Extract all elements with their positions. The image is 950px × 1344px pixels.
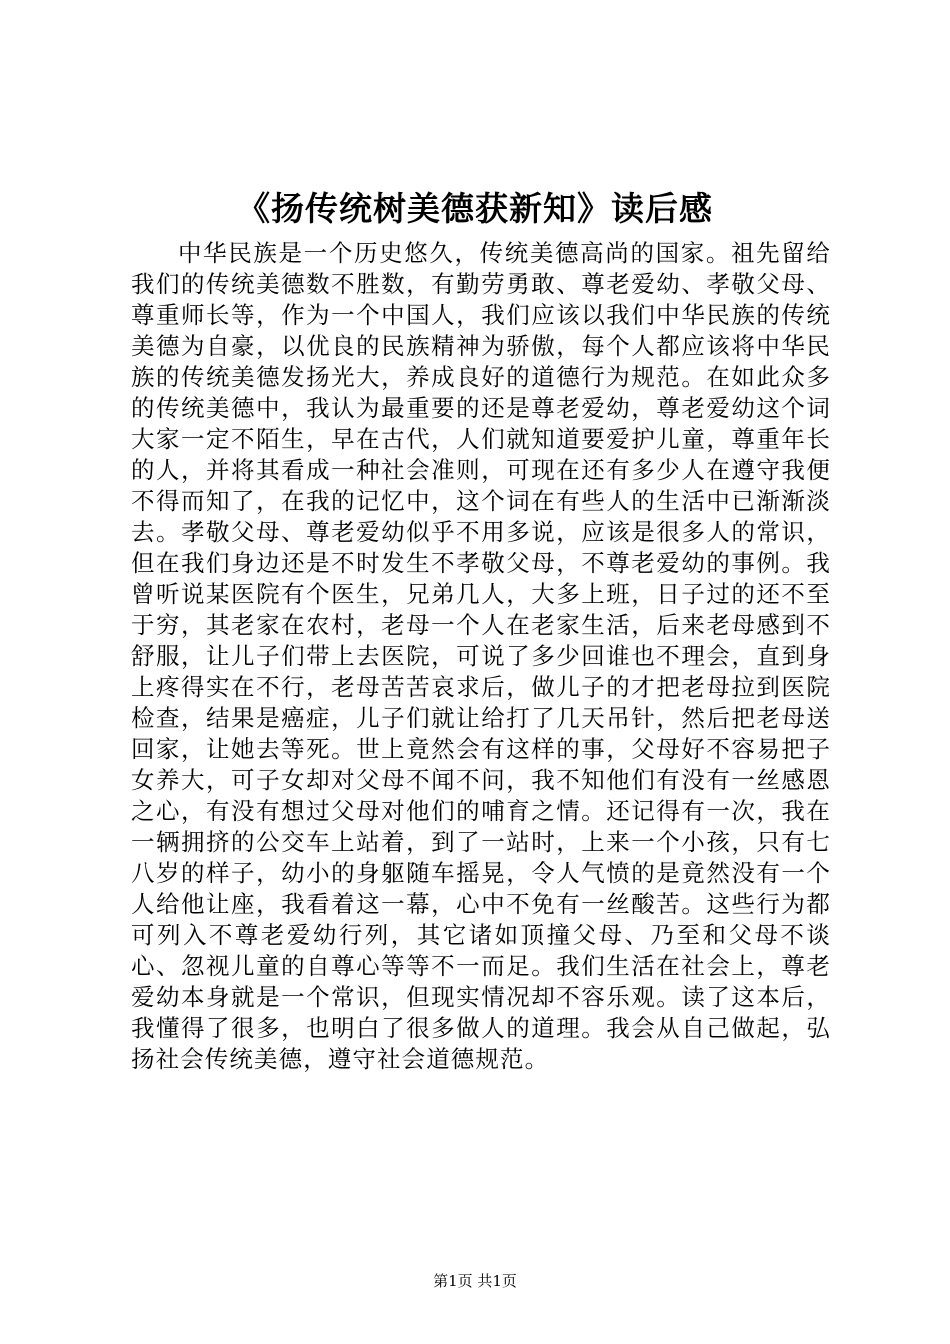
document-title: 《扬传统树美德获新知》读后感 (237, 189, 713, 228)
page-footer: 第1页 共1页 (433, 1272, 517, 1290)
document-body-paragraph: 中华民族是一个历史悠久，传统美德高尚的国家。祖先留给我们的传统美德数不胜数，有勤劳勇敢、尊老爱幼、孝敬父母、尊重师长等，作为一个中国人，我们应该以我们中华民族的传统美德为自豪，以优良的民族精神为骄傲，每个人都应该将中华民族的传统美德发扬光大，养成良好的道德行为规范。在如此众多的传统美德中，我认为最重要的还是尊老爱幼，尊老爱幼这个词大家一定不陌生，早在古代，人们就知道要爱护儿童，尊重年长的人，并将其看成一种社会准则，可现在还有多少人在遵守我便不得而知了，在我的记忆中，这个词在有些人的生活中已渐渐淡去。孝敬父母、尊老爱幼似乎不用多说，应该是很多人的常识，但在我们身边还是不时发生不孝敬父母，不尊老爱幼的事例。我曾听说某医院有个医生，兄弟几人，大多上班，日子过的还不至于穷，其老家在农村，老母一个人在老家生活，后来老母感到不舒服，让儿子们带上去医院，可说了多少回谁也不理会，直到身上疼得实在不行，老母苦苦哀求后，做儿子的才把老母拉到医院检查，结果是癌症，儿子们就让给打了几天吊针，然后把老母送回家，让她去等死。世上竟然会有这样的事，父母好不容易把子女养大，可子女却对父母不闻不问，我不知他们有没有一丝感恩之心，有没有想过父母对他们的哺育之情。还记得有一次，我在一辆拥挤的公交车上站着，到了一站时，上来一个小孩，只有七八岁的样子，幼小的身躯随车摇晃，令人气愤的是竟然没有一个人给他让座，我看着这一幕，心中不免有一丝酸苦。这些行为都可列入不尊老爱幼行列，其它诸如顶撞父母、乃至和父母不谈心、忽视儿童的自尊心等等不一而足。我们生活在社会上，尊老爱幼本身就是一个常识，但现实情况却不容乐观。读了这本后，我懂得了很多，也明白了很多做人的道理。我会从自己做起，弘扬社会传统美德，遵守社会道德规范。 (131, 239, 831, 1073)
